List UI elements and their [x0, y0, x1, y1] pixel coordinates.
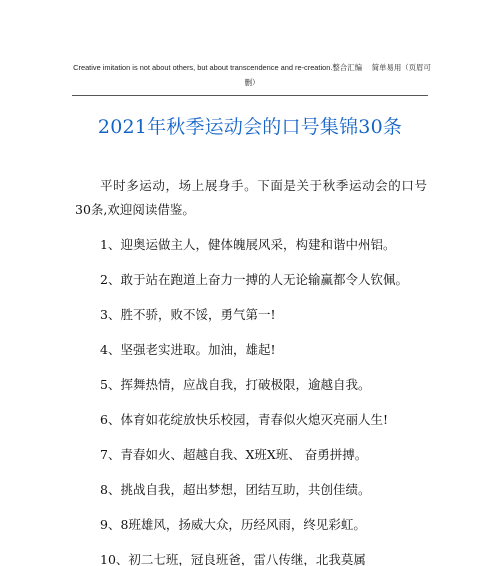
document-body [75, 174, 427, 566]
header-text-en: Creative imitation is not about others, but about transcendence and re-creation. [73, 63, 333, 72]
list-item: 10、初二七班，冠良班爸，雷八传继，北我莫属 [100, 552, 366, 566]
list-item: 4、坚强老实进取。加油，雄起! [100, 342, 276, 357]
list-item: 1、迎奥运做主人，健体魄展风采，构建和谐中州铝。 [100, 237, 396, 252]
list-item: 3、胜不骄，败不馁，勇气第一! [100, 307, 276, 322]
list-item: 7、青春如火、超越自我、X班X班、 奋勇拼搏。 [100, 447, 368, 462]
document-title: 2021年秋季运动会的口号集锦30条 [97, 116, 403, 138]
header-divider [72, 95, 428, 96]
header-text-cn: 整合汇编 简单易用（页眉可删） [244, 63, 431, 87]
intro-paragraph: 平时多运动，场上展身手。下面是关于秋季运动会的口号30条,欢迎阅读借鉴。 [75, 178, 427, 217]
list-item: 8、挑战自我，超出梦想，团结互助，共创佳绩。 [100, 482, 371, 497]
page-header [72, 60, 432, 90]
list-item: 6、体育如花绽放快乐校园，青春似火熄灭亮丽人生! [100, 412, 388, 427]
list-item: 2、敢于站在跑道上奋力一搏的人无论输赢都令人钦佩。 [100, 272, 408, 287]
list-item: 9、8班雄风，扬威大众，历经风雨，终见彩虹。 [100, 517, 366, 532]
list-item: 5、挥舞热情，应战自我，打破极限，逾越自我。 [100, 377, 371, 392]
